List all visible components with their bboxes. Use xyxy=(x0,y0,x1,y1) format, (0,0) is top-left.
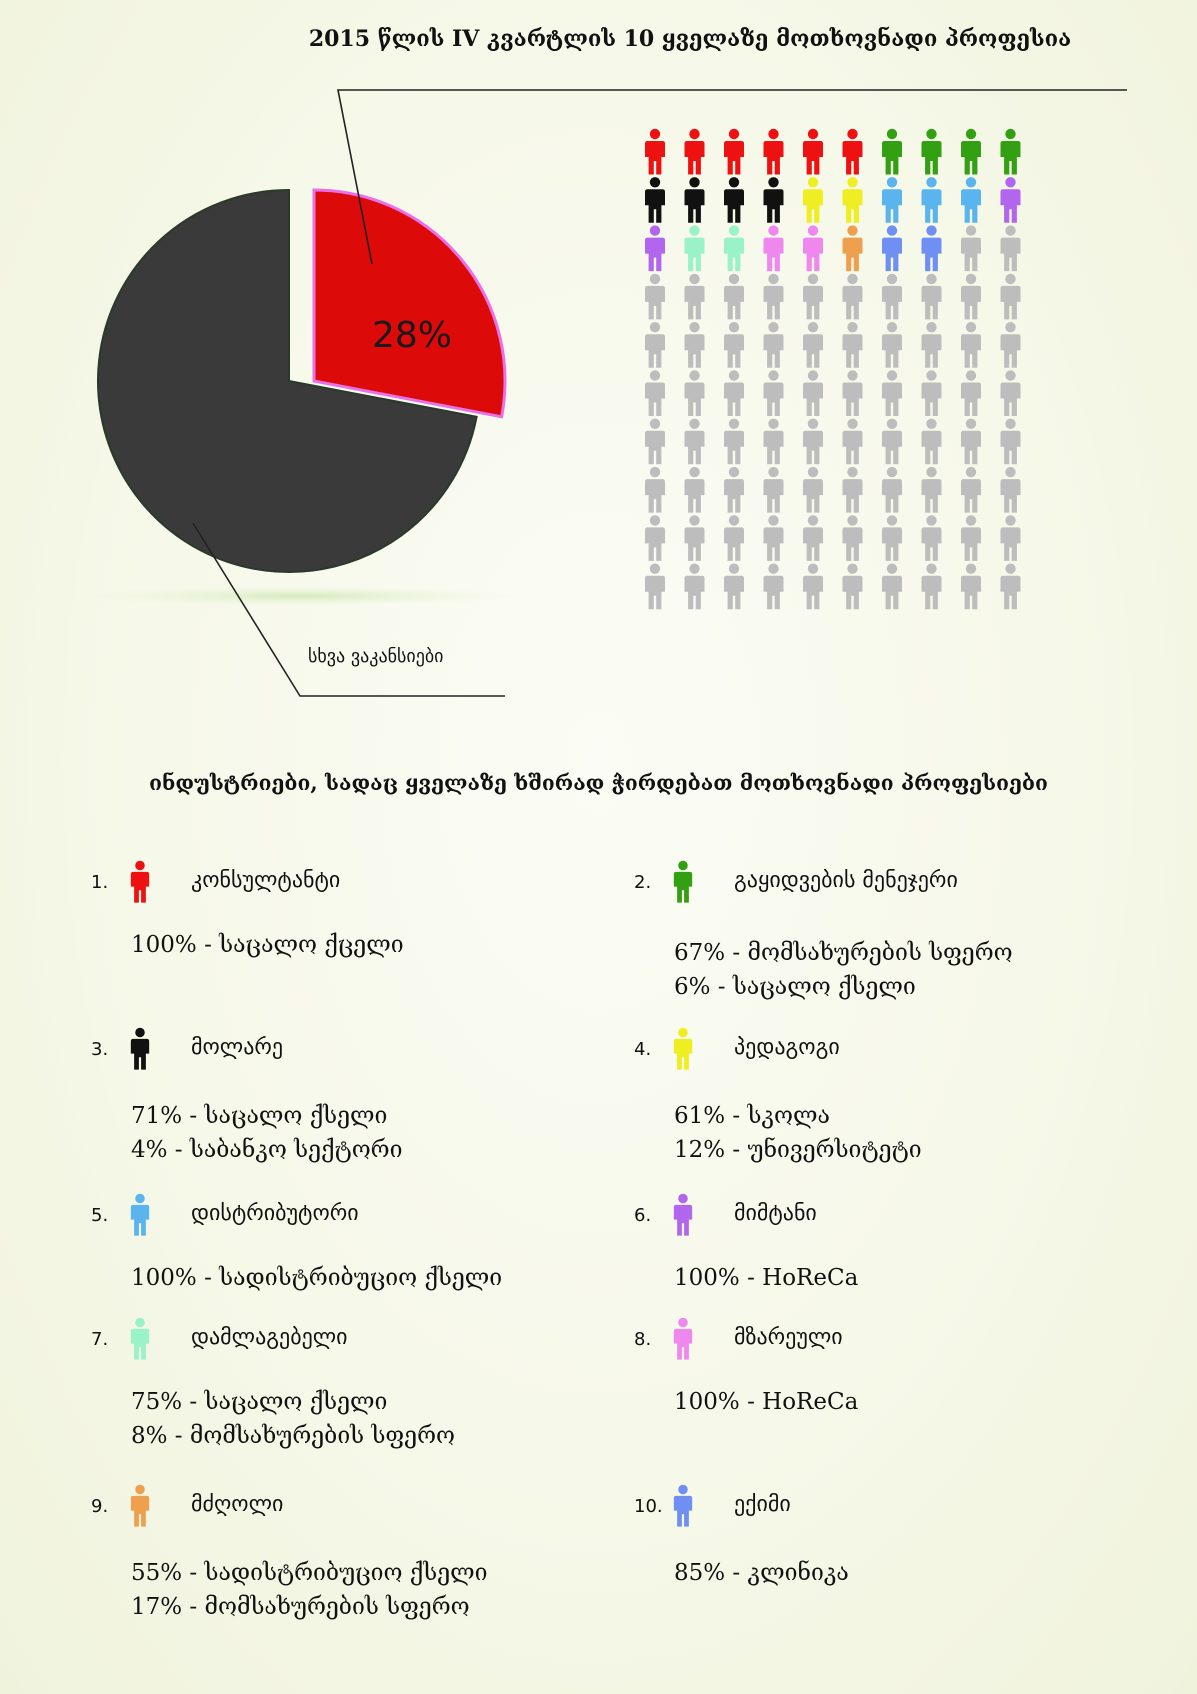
person-icon xyxy=(645,129,665,175)
person-icon xyxy=(685,515,705,561)
person-icon xyxy=(961,564,981,610)
person-icon xyxy=(922,129,942,175)
pie-shadow xyxy=(85,586,515,606)
person-icon xyxy=(922,225,942,271)
person-icon xyxy=(764,515,784,561)
profession-number: 1. xyxy=(91,872,109,893)
person-icon xyxy=(803,515,823,561)
person-icon xyxy=(1001,225,1021,271)
person-icon xyxy=(724,467,744,513)
profession-name: მძღოლი xyxy=(191,1492,284,1517)
pictogram-grid xyxy=(645,129,1021,609)
profession-number: 7. xyxy=(91,1329,109,1350)
person-icon xyxy=(803,129,823,175)
person-icon xyxy=(882,515,902,561)
industry-share: 100% - HoReCa xyxy=(674,1389,859,1415)
person-icon xyxy=(882,467,902,513)
person-icon xyxy=(843,564,863,610)
profession-number: 6. xyxy=(634,1205,652,1226)
person-icon xyxy=(685,467,705,513)
person-icon xyxy=(843,419,863,465)
person-icon xyxy=(961,419,981,465)
person-icon xyxy=(724,177,744,223)
industry-share: 55% - სადისტრიბუციო ქსელი xyxy=(131,1560,488,1586)
person-icon xyxy=(129,1317,151,1361)
person-icon xyxy=(645,515,665,561)
profession-name: გაყიდვების მენეჯერი xyxy=(734,868,958,893)
person-icon xyxy=(764,419,784,465)
person-icon xyxy=(724,225,744,271)
person-icon xyxy=(764,322,784,368)
person-icon xyxy=(803,564,823,610)
person-icon xyxy=(764,274,784,320)
profession-name: მზარეული xyxy=(734,1325,843,1350)
industry-share: 100% - საცალო ქცელი xyxy=(131,932,404,958)
person-icon xyxy=(645,467,665,513)
person-icon xyxy=(922,515,942,561)
person-icon xyxy=(685,564,705,610)
person-icon xyxy=(803,419,823,465)
person-icon xyxy=(843,515,863,561)
person-icon xyxy=(1001,370,1021,416)
person-icon xyxy=(961,129,981,175)
person-icon xyxy=(129,860,151,904)
industry-share: 71% - საცალო ქსელი xyxy=(131,1103,388,1129)
industry-list xyxy=(674,936,1013,1004)
person-icon xyxy=(724,129,744,175)
person-icon xyxy=(843,467,863,513)
person-icon xyxy=(922,274,942,320)
profession-name: მოლარე xyxy=(191,1035,284,1060)
industry-list xyxy=(131,1261,502,1295)
person-icon xyxy=(961,177,981,223)
other-vacancies-label: სხვა ვაკანსიები xyxy=(308,646,444,667)
industry-list xyxy=(674,1556,849,1590)
person-icon xyxy=(724,515,744,561)
person-icon xyxy=(803,467,823,513)
person-icon xyxy=(803,177,823,223)
pie-slice-label: 28% xyxy=(371,315,453,356)
industry-share: 85% - კლინიკა xyxy=(674,1560,849,1586)
profession-name: დისტრიბუტორი xyxy=(191,1201,359,1226)
person-icon xyxy=(764,225,784,271)
person-icon xyxy=(724,322,744,368)
person-icon xyxy=(882,225,902,271)
person-icon xyxy=(1001,467,1021,513)
person-icon xyxy=(882,177,902,223)
person-icon xyxy=(672,1484,694,1528)
person-icon xyxy=(961,274,981,320)
person-icon xyxy=(645,322,665,368)
person-icon xyxy=(843,274,863,320)
profession-name: კონსულტანტი xyxy=(191,868,341,893)
person-icon xyxy=(922,177,942,223)
industry-share: 100% - HoReCa xyxy=(674,1265,859,1291)
person-icon xyxy=(685,322,705,368)
person-icon xyxy=(803,225,823,271)
person-icon xyxy=(672,1193,694,1237)
person-icon xyxy=(843,370,863,416)
person-icon xyxy=(961,322,981,368)
industry-share: 100% - სადისტრიბუციო ქსელი xyxy=(131,1265,503,1291)
industry-share: 61% - სკოლა xyxy=(674,1103,830,1129)
person-icon xyxy=(882,419,902,465)
industry-list xyxy=(131,1099,403,1167)
person-icon xyxy=(843,225,863,271)
person-icon xyxy=(961,370,981,416)
profession-name: დამლაგებელი xyxy=(191,1325,348,1350)
industry-share: 4% - საბანკო სექტორი xyxy=(131,1137,403,1163)
person-icon xyxy=(685,419,705,465)
person-icon xyxy=(803,322,823,368)
person-icon xyxy=(672,860,694,904)
person-icon xyxy=(645,177,665,223)
person-icon xyxy=(645,274,665,320)
industry-list xyxy=(131,1385,455,1453)
industry-share: 75% - საცალო ქსელი xyxy=(131,1389,388,1415)
industry-share: 67% - მომსახურების სფერო xyxy=(674,940,1013,966)
industry-list xyxy=(674,1385,858,1419)
person-icon xyxy=(1001,322,1021,368)
person-icon xyxy=(882,370,902,416)
industry-share: 8% - მომსახურების სფერო xyxy=(131,1423,455,1449)
industry-share: 6% - საცალო ქსელი xyxy=(674,974,916,1000)
person-icon xyxy=(724,274,744,320)
person-icon xyxy=(724,370,744,416)
person-icon xyxy=(843,177,863,223)
person-icon xyxy=(1001,564,1021,610)
profession-number: 9. xyxy=(91,1496,109,1517)
industry-list xyxy=(131,1556,488,1624)
person-icon xyxy=(1001,419,1021,465)
person-icon xyxy=(922,370,942,416)
industry-list xyxy=(674,1261,858,1295)
person-icon xyxy=(129,1193,151,1237)
person-icon xyxy=(645,419,665,465)
chart-area xyxy=(0,0,1197,730)
profession-name: ექიმი xyxy=(734,1492,791,1517)
person-icon xyxy=(129,1484,151,1528)
person-icon xyxy=(843,322,863,368)
section-heading: ინდუსტრიები, სადაც ყველაზე ხშირად ჭირდებათ მოთხოვნადი პროფესიები xyxy=(149,770,1048,795)
person-icon xyxy=(961,225,981,271)
person-icon xyxy=(724,419,744,465)
person-icon xyxy=(961,467,981,513)
person-icon xyxy=(672,1027,694,1071)
profession-name: პედაგოგი xyxy=(734,1035,840,1060)
person-icon xyxy=(922,467,942,513)
person-icon xyxy=(685,225,705,271)
profession-number: 5. xyxy=(91,1205,109,1226)
profession-number: 8. xyxy=(634,1329,652,1350)
person-icon xyxy=(1001,274,1021,320)
profession-number: 4. xyxy=(634,1039,652,1060)
person-icon xyxy=(882,274,902,320)
industry-share: 17% - მომსახურების სფერო xyxy=(131,1594,470,1620)
person-icon xyxy=(645,225,665,271)
person-icon xyxy=(724,564,744,610)
person-icon xyxy=(882,322,902,368)
profession-name: მიმტანი xyxy=(734,1201,817,1226)
person-icon xyxy=(922,322,942,368)
person-icon xyxy=(882,564,902,610)
person-icon xyxy=(764,177,784,223)
person-icon xyxy=(685,370,705,416)
person-icon xyxy=(1001,129,1021,175)
person-icon xyxy=(843,129,863,175)
person-icon xyxy=(685,129,705,175)
person-icon xyxy=(922,419,942,465)
person-icon xyxy=(764,467,784,513)
person-icon xyxy=(1001,515,1021,561)
profession-number: 2. xyxy=(634,872,652,893)
person-icon xyxy=(129,1027,151,1071)
person-icon xyxy=(685,177,705,223)
person-icon xyxy=(882,129,902,175)
industry-share: 12% - უნივერსიტეტი xyxy=(674,1137,922,1163)
person-icon xyxy=(672,1317,694,1361)
profession-number: 3. xyxy=(91,1039,109,1060)
profession-number: 10. xyxy=(634,1496,663,1517)
person-icon xyxy=(803,370,823,416)
person-icon xyxy=(1001,177,1021,223)
person-icon xyxy=(764,370,784,416)
person-icon xyxy=(764,564,784,610)
person-icon xyxy=(803,274,823,320)
person-icon xyxy=(685,274,705,320)
chart-title: 2015 წლის IV კვარტლის 10 ყველაზე მოთხოვნადი პროფესია xyxy=(308,26,1072,52)
person-icon xyxy=(961,515,981,561)
person-icon xyxy=(764,129,784,175)
industry-list xyxy=(131,928,404,962)
industry-list xyxy=(674,1099,922,1167)
person-icon xyxy=(645,370,665,416)
person-icon xyxy=(922,564,942,610)
person-icon xyxy=(645,564,665,610)
pie-slice-professions xyxy=(314,190,505,417)
